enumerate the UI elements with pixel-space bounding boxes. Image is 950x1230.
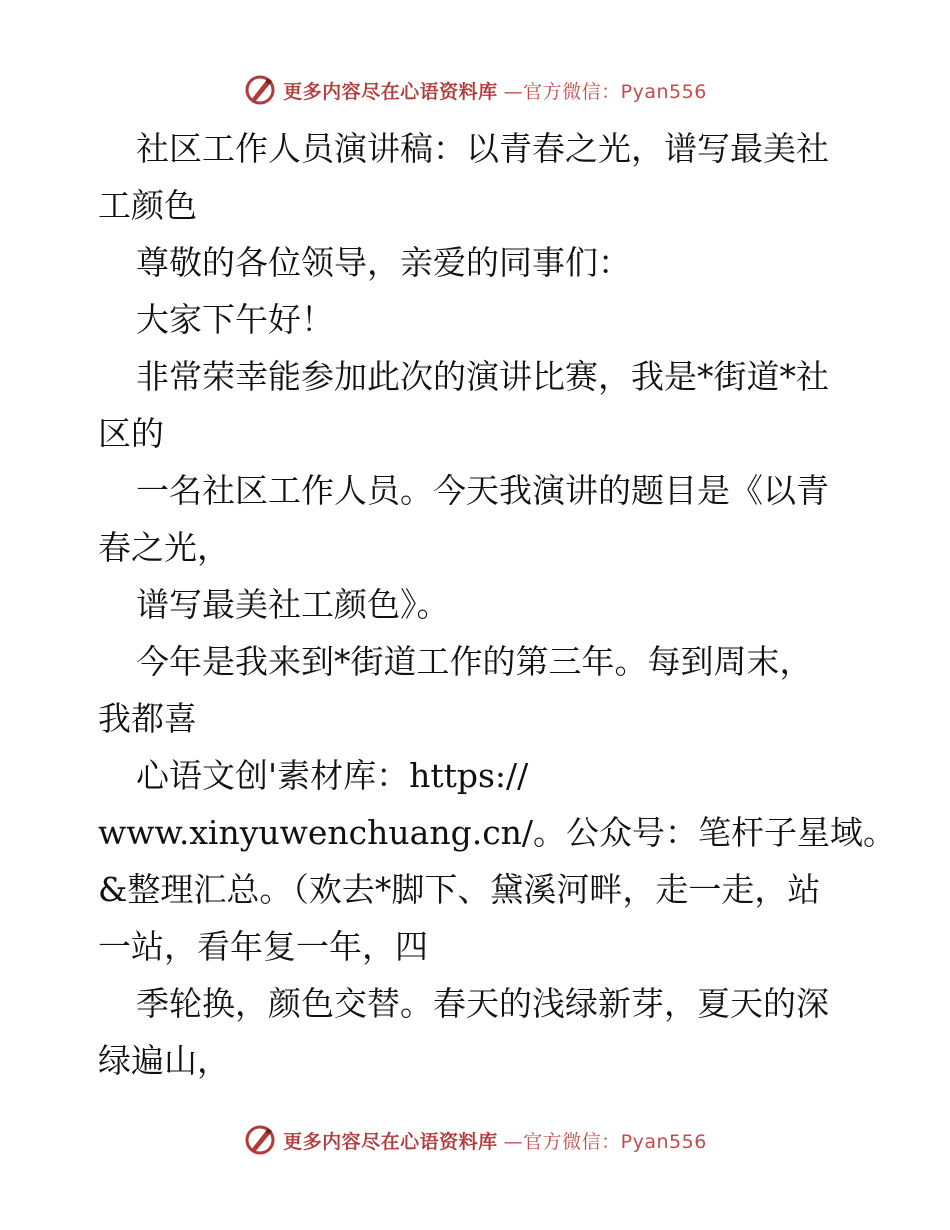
text-line: 非常荣幸能参加此次的演讲比赛，我是*街道*社 (136, 357, 829, 396)
header-banner-main-text: 更多内容尽在心语资料库 (283, 80, 498, 103)
paragraph-greeting (98, 291, 858, 348)
paragraph-topic (98, 462, 858, 576)
text-line: 谱写最美社工颜色》。 (136, 585, 450, 624)
text-line: 一站，看年复一年，四 (98, 927, 428, 966)
paragraph-salutation (98, 234, 858, 291)
footer-watermark-banner (0, 1120, 950, 1160)
footer-banner-main-text: 更多内容尽在心语资料库 (283, 1130, 498, 1153)
text-line: 社区工作人员演讲稿：以青春之光，谱写最美社 (136, 129, 829, 168)
text-line: 工颜色 (98, 186, 197, 225)
pen-logo-icon (243, 1123, 277, 1157)
text-line: 春之光， (98, 528, 230, 567)
text-line: 绿遍山， (98, 1041, 230, 1080)
paragraph-title (98, 120, 858, 234)
text-line: 心语文创'素材库：https:// (136, 756, 529, 795)
footer-banner-wechat-text: —官方微信：Pyan556 (503, 1130, 707, 1153)
paragraph-seasons (98, 975, 858, 1089)
header-watermark-banner (0, 70, 950, 110)
text-line: 尊敬的各位领导，亲爱的同事们： (136, 243, 631, 282)
text-line: www.xinyuwenchuang.cn/。公众号：笔杆子星域。 (98, 813, 897, 852)
text-line: 季轮换，颜色交替。春天的浅绿新芽，夏天的深 (136, 984, 829, 1023)
paragraph-topic-cont (98, 576, 858, 633)
paragraph-third-year (98, 633, 858, 747)
text-line: 大家下午好！ (136, 300, 334, 339)
text-line: 我都喜 (98, 699, 197, 738)
text-line: 今年是我来到*街道工作的第三年。每到周末， (136, 642, 813, 681)
text-line: &整理汇总。（欢去*脚下、黛溪河畔，走一走，站 (98, 870, 821, 909)
paragraph-source-note (98, 747, 897, 975)
text-line: 一名社区工作人员。今天我演讲的题目是《以青 (136, 471, 829, 510)
document-body (98, 120, 897, 1089)
paragraph-intro (98, 348, 858, 462)
text-line: 区的 (98, 414, 164, 453)
pen-logo-icon (243, 73, 277, 107)
header-banner-wechat-text: —官方微信：Pyan556 (503, 80, 707, 103)
